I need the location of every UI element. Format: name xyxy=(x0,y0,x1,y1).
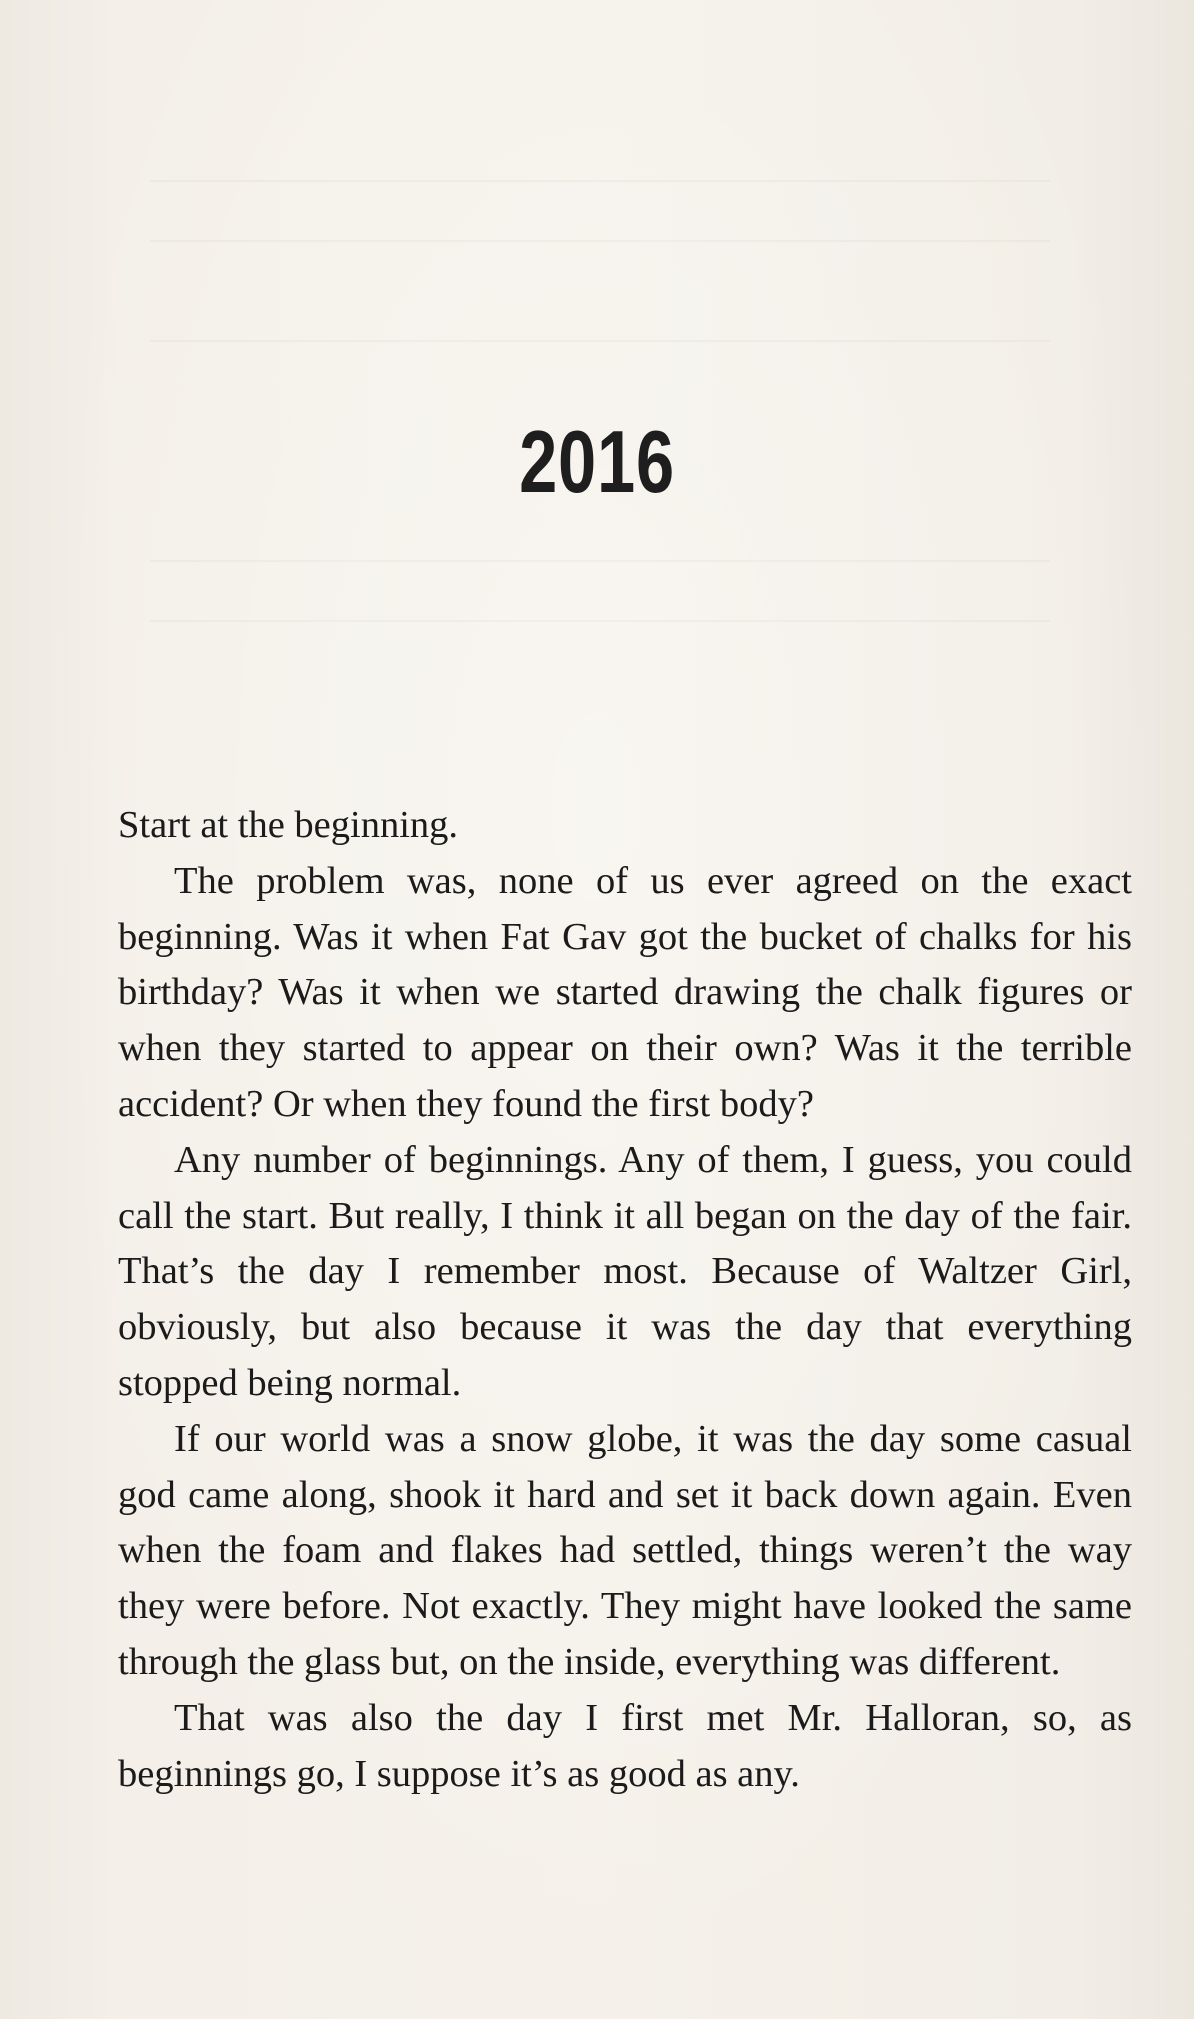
paragraph: Start at the beginning. xyxy=(118,804,459,846)
bleed-through-line xyxy=(150,180,1050,182)
chapter-body xyxy=(118,798,1132,1802)
bleed-through-line xyxy=(150,620,1050,622)
paragraph: If our world was a snow globe, it was the day some casual god came along, shook it hard and set it back down again. Even when the foam and flakes had settled, things weren’t the way they were before. Not exactly. They might have looked the same through the glass but, on the inside, everything was different. xyxy=(118,1417,1132,1683)
bleed-through-line xyxy=(150,240,1050,242)
paragraph: Any number of beginnings. Any of them, I guess, you could call the start. But really, I think it all began on the day of the fair. That’s the day I remember most. Because of Waltzer Girl, obviously, but also because it was the day that everything stopped being normal. xyxy=(118,1138,1132,1404)
bleed-through-line xyxy=(150,340,1050,342)
paragraph: The problem was, none of us ever agreed on the exact beginning. Was it when Fat Gav got the bucket of chalks for his birthday? Was it when we started drawing the chalk figures or when they started to appear on their own? Was it the terrible accident? Or when they found the first body? xyxy=(118,859,1132,1125)
paragraph: That was also the day I first met Mr. Halloran, so, as beginnings go, I suppose it’s as good as any. xyxy=(118,1696,1132,1795)
chapter-title: 2016 xyxy=(519,412,675,511)
bleed-through-line xyxy=(150,560,1050,562)
